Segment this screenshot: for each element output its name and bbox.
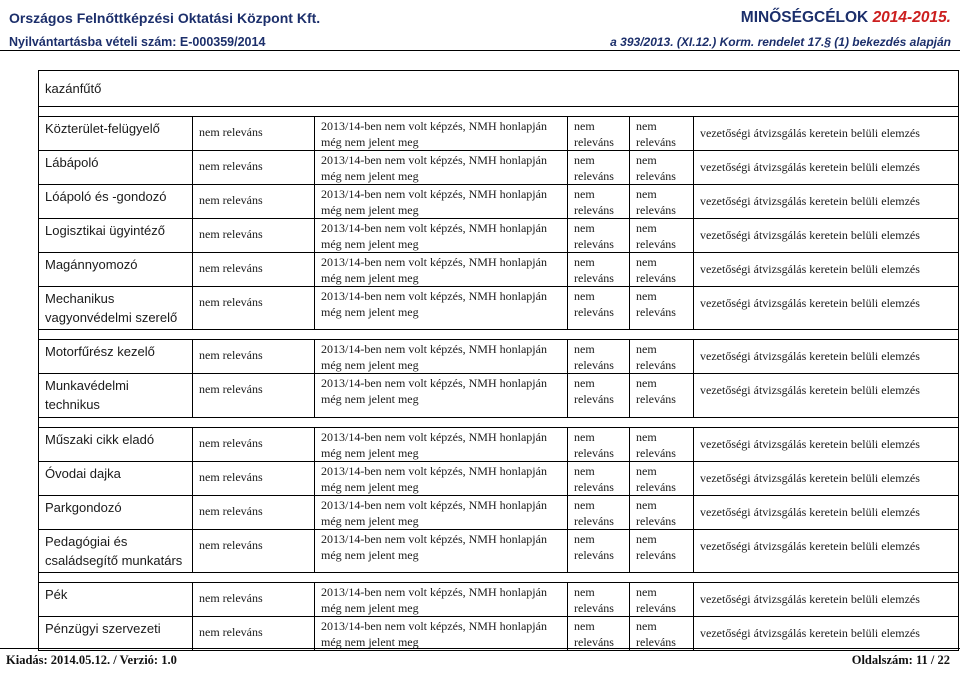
status-word-1: nem xyxy=(574,342,595,356)
occupation-cell xyxy=(39,185,193,219)
analysis-text: vezetőségi átvizsgálás keretein belüli elemzés xyxy=(700,126,920,140)
note-line-2: még nem jelent meg xyxy=(321,168,419,183)
status-cell-a xyxy=(568,428,630,462)
relevance-cell xyxy=(193,530,315,573)
relevance-text: nem releváns xyxy=(199,348,263,362)
analysis-cell xyxy=(694,462,959,496)
status-cell-b xyxy=(630,462,694,496)
training-note-cell xyxy=(315,340,568,374)
occupation-name: Lóápoló és -gondozó xyxy=(45,189,167,204)
relevance-text: nem releváns xyxy=(199,470,263,484)
note-line-2: még nem jelent meg xyxy=(321,445,419,460)
note-line-1: 2013/14-ben nem volt képzés, NMH honlapján xyxy=(321,430,547,444)
note-line-1: 2013/14-ben nem volt képzés, NMH honlapján xyxy=(321,342,547,356)
doc-title xyxy=(610,6,951,30)
status-word-2: releváns xyxy=(574,600,614,615)
table-row xyxy=(39,117,959,151)
occupation-cell xyxy=(39,253,193,287)
note-line-1: 2013/14-ben nem volt képzés, NMH honlapján xyxy=(321,498,547,512)
edition-info: Kiadás: 2014.05.12. / Verzió: 1.0 xyxy=(6,653,177,667)
occupation-name: Mechanikus vagyonvédelmi szerelő xyxy=(45,291,178,325)
status-cell-b xyxy=(630,117,694,151)
status-word-1: nem xyxy=(636,376,657,390)
status-word-1: nem xyxy=(574,153,595,167)
status-cell-b xyxy=(630,428,694,462)
occupation-cell: kazánfűtő xyxy=(39,71,959,107)
occupation-name: Közterület-felügyelő xyxy=(45,121,160,136)
status-word-1: nem xyxy=(574,187,595,201)
status-word-2: releváns xyxy=(636,168,676,183)
table-row xyxy=(39,71,959,107)
status-word-1: nem xyxy=(574,289,595,303)
status-word-2: releváns xyxy=(636,270,676,285)
status-cell-a xyxy=(568,117,630,151)
status-word-2: releváns xyxy=(574,391,614,406)
occupation-cell xyxy=(39,117,193,151)
analysis-cell xyxy=(694,253,959,287)
status-word-1: nem xyxy=(574,221,595,235)
status-word-1: nem xyxy=(636,430,657,444)
relevance-cell xyxy=(193,340,315,374)
note-line-2: még nem jelent meg xyxy=(321,634,419,649)
training-note-cell xyxy=(315,151,568,185)
note-line-1: 2013/14-ben nem volt képzés, NMH honlapján xyxy=(321,619,547,633)
note-line-2: még nem jelent meg xyxy=(321,357,419,372)
goals-table xyxy=(38,70,959,651)
relevance-cell xyxy=(193,428,315,462)
status-word-2: releváns xyxy=(574,479,614,494)
relevance-cell xyxy=(193,219,315,253)
training-note-cell xyxy=(315,462,568,496)
table-row xyxy=(39,287,959,330)
relevance-cell xyxy=(193,374,315,418)
relevance-text: nem releváns xyxy=(199,261,263,275)
relevance-cell xyxy=(193,462,315,496)
spacer-cell xyxy=(39,573,959,583)
occupation-name: Pedagógiai és családsegítő munkatárs xyxy=(45,534,183,568)
status-word-2: releváns xyxy=(636,547,676,562)
status-word-2: releváns xyxy=(636,445,676,460)
analysis-cell xyxy=(694,151,959,185)
occupation-cell xyxy=(39,530,193,573)
status-word-2: releváns xyxy=(636,634,676,649)
status-cell-a xyxy=(568,496,630,530)
analysis-text: vezetőségi átvizsgálás keretein belüli elemzés xyxy=(700,437,920,451)
occupation-cell xyxy=(39,340,193,374)
status-cell-b xyxy=(630,185,694,219)
group-spacer xyxy=(39,418,959,428)
status-word-1: nem xyxy=(636,119,657,133)
training-note-cell xyxy=(315,253,568,287)
status-word-2: releváns xyxy=(636,236,676,251)
status-cell-a xyxy=(568,583,630,617)
status-cell-b xyxy=(630,287,694,330)
page-footer xyxy=(0,648,960,684)
note-line-2: még nem jelent meg xyxy=(321,391,419,406)
status-word-2: releváns xyxy=(636,391,676,406)
relevance-text: nem releváns xyxy=(199,382,263,396)
goals-table-body xyxy=(39,71,959,651)
status-word-2: releváns xyxy=(574,202,614,217)
analysis-cell xyxy=(694,530,959,573)
spacer-cell xyxy=(39,107,959,117)
status-cell-a xyxy=(568,151,630,185)
analysis-cell xyxy=(694,496,959,530)
status-cell-b xyxy=(630,253,694,287)
status-word-1: nem xyxy=(636,289,657,303)
occupation-cell xyxy=(39,428,193,462)
analysis-text: vezetőségi átvizsgálás keretein belüli elemzés xyxy=(700,471,920,485)
status-word-1: nem xyxy=(636,464,657,478)
doc-title-prefix: MINŐSÉGCÉLOK xyxy=(740,9,873,26)
table-row xyxy=(39,496,959,530)
analysis-text: vezetőségi átvizsgálás keretein belüli elemzés xyxy=(700,160,920,174)
status-cell-b xyxy=(630,617,694,651)
occupation-name: Motorfűrész kezelő xyxy=(45,344,155,359)
analysis-text: vezetőségi átvizsgálás keretein belüli elemzés xyxy=(700,539,920,553)
status-cell-b xyxy=(630,340,694,374)
status-word-1: nem xyxy=(574,376,595,390)
status-cell-a xyxy=(568,185,630,219)
group-spacer xyxy=(39,107,959,117)
status-cell-a xyxy=(568,374,630,418)
relevance-text: nem releváns xyxy=(199,159,263,173)
note-line-2: még nem jelent meg xyxy=(321,513,419,528)
analysis-cell xyxy=(694,374,959,418)
page-number: Oldalszám: 11 / 22 xyxy=(851,653,950,667)
status-word-2: releváns xyxy=(574,547,614,562)
analysis-text: vezetőségi átvizsgálás keretein belüli elemzés xyxy=(700,383,920,397)
analysis-text: vezetőségi átvizsgálás keretein belüli elemzés xyxy=(700,296,920,310)
note-line-2: még nem jelent meg xyxy=(321,134,419,149)
table-row xyxy=(39,617,959,651)
occupation-cell xyxy=(39,287,193,330)
registry-number: Nyilvántartásba vételi szám: E-000359/2014 xyxy=(9,35,266,49)
note-line-1: 2013/14-ben nem volt képzés, NMH honlapján xyxy=(321,376,547,390)
relevance-cell xyxy=(193,583,315,617)
analysis-cell xyxy=(694,583,959,617)
note-line-1: 2013/14-ben nem volt képzés, NMH honlapján xyxy=(321,119,547,133)
status-word-2: releváns xyxy=(636,600,676,615)
status-cell-b xyxy=(630,151,694,185)
relevance-text: nem releváns xyxy=(199,538,263,552)
relevance-cell xyxy=(193,253,315,287)
status-word-1: nem xyxy=(574,430,595,444)
occupation-name: Munkavédelmi technikus xyxy=(45,378,129,412)
analysis-text: vezetőségi átvizsgálás keretein belüli elemzés xyxy=(700,349,920,363)
status-word-2: releváns xyxy=(636,202,676,217)
status-word-2: releváns xyxy=(636,479,676,494)
occupation-cell xyxy=(39,617,193,651)
status-word-1: nem xyxy=(636,187,657,201)
group-spacer xyxy=(39,573,959,583)
status-word-1: nem xyxy=(574,119,595,133)
note-line-1: 2013/14-ben nem volt képzés, NMH honlapján xyxy=(321,153,547,167)
analysis-cell xyxy=(694,185,959,219)
training-note-cell xyxy=(315,530,568,573)
note-line-2: még nem jelent meg xyxy=(321,236,419,251)
status-word-1: nem xyxy=(574,585,595,599)
analysis-cell xyxy=(694,617,959,651)
relevance-text: nem releváns xyxy=(199,193,263,207)
table-row xyxy=(39,462,959,496)
training-note-cell xyxy=(315,496,568,530)
status-word-1: nem xyxy=(574,619,595,633)
table-row xyxy=(39,219,959,253)
table-row xyxy=(39,428,959,462)
analysis-text: vezetőségi átvizsgálás keretein belüli elemzés xyxy=(700,505,920,519)
relevance-text: nem releváns xyxy=(199,227,263,241)
status-word-1: nem xyxy=(636,498,657,512)
training-note-cell xyxy=(315,374,568,418)
occupation-cell xyxy=(39,219,193,253)
status-cell-b xyxy=(630,374,694,418)
status-cell-b xyxy=(630,530,694,573)
relevance-cell xyxy=(193,185,315,219)
relevance-text: nem releváns xyxy=(199,625,263,639)
status-word-2: releváns xyxy=(574,445,614,460)
table-row xyxy=(39,530,959,573)
status-word-1: nem xyxy=(636,532,657,546)
status-word-2: releváns xyxy=(636,304,676,319)
occupation-name: Műszaki cikk eladó xyxy=(45,432,155,447)
analysis-cell xyxy=(694,428,959,462)
status-word-2: releváns xyxy=(574,357,614,372)
status-word-1: nem xyxy=(636,619,657,633)
status-cell-b xyxy=(630,583,694,617)
status-word-2: releváns xyxy=(574,168,614,183)
note-line-1: 2013/14-ben nem volt képzés, NMH honlapján xyxy=(321,585,547,599)
status-word-2: releváns xyxy=(636,513,676,528)
spacer-cell xyxy=(39,330,959,340)
note-line-1: 2013/14-ben nem volt képzés, NMH honlapján xyxy=(321,255,547,269)
relevance-cell xyxy=(193,117,315,151)
status-cell-a xyxy=(568,462,630,496)
status-word-2: releváns xyxy=(574,304,614,319)
status-word-1: nem xyxy=(636,255,657,269)
relevance-cell xyxy=(193,496,315,530)
status-cell-a xyxy=(568,617,630,651)
analysis-text: vezetőségi átvizsgálás keretein belüli elemzés xyxy=(700,262,920,276)
relevance-text: nem releváns xyxy=(199,125,263,139)
table-row xyxy=(39,583,959,617)
status-word-1: nem xyxy=(574,498,595,512)
note-line-2: még nem jelent meg xyxy=(321,202,419,217)
status-word-2: releváns xyxy=(574,634,614,649)
page-header xyxy=(0,0,960,51)
table-row xyxy=(39,185,959,219)
analysis-cell xyxy=(694,340,959,374)
training-note-cell xyxy=(315,583,568,617)
occupation-name: Parkgondozó xyxy=(45,500,122,515)
training-note-cell xyxy=(315,117,568,151)
training-note-cell xyxy=(315,287,568,330)
status-word-1: nem xyxy=(636,221,657,235)
status-word-1: nem xyxy=(636,585,657,599)
note-line-2: még nem jelent meg xyxy=(321,600,419,615)
analysis-cell xyxy=(694,219,959,253)
occupation-name: Pénzügyi szervezeti xyxy=(45,621,161,636)
note-line-1: 2013/14-ben nem volt képzés, NMH honlapján xyxy=(321,187,547,201)
note-line-2: még nem jelent meg xyxy=(321,304,419,319)
status-word-1: nem xyxy=(574,464,595,478)
training-note-cell xyxy=(315,617,568,651)
status-word-2: releváns xyxy=(636,134,676,149)
occupation-name: Pék xyxy=(45,587,68,602)
status-word-1: nem xyxy=(636,153,657,167)
occupation-cell xyxy=(39,151,193,185)
status-cell-b xyxy=(630,219,694,253)
occupation-cell xyxy=(39,374,193,418)
analysis-text: vezetőségi átvizsgálás keretein belüli elemzés xyxy=(700,194,920,208)
table-row xyxy=(39,340,959,374)
training-note-cell xyxy=(315,185,568,219)
training-note-cell xyxy=(315,428,568,462)
relevance-text: nem releváns xyxy=(199,436,263,450)
doc-title-years: 2014-2015. xyxy=(872,9,951,26)
note-line-2: még nem jelent meg xyxy=(321,479,419,494)
status-cell-b xyxy=(630,496,694,530)
note-line-1: 2013/14-ben nem volt képzés, NMH honlapján xyxy=(321,221,547,235)
analysis-cell xyxy=(694,287,959,330)
analysis-text: vezetőségi átvizsgálás keretein belüli elemzés xyxy=(700,626,920,640)
note-line-1: 2013/14-ben nem volt képzés, NMH honlapján xyxy=(321,464,547,478)
status-cell-a xyxy=(568,287,630,330)
status-word-1: nem xyxy=(574,532,595,546)
status-word-2: releváns xyxy=(574,270,614,285)
status-cell-a xyxy=(568,340,630,374)
header-right xyxy=(610,6,951,54)
status-word-2: releváns xyxy=(574,513,614,528)
relevance-cell xyxy=(193,617,315,651)
analysis-cell xyxy=(694,117,959,151)
relevance-text: nem releváns xyxy=(199,295,263,309)
analysis-text: vezetőségi átvizsgálás keretein belüli elemzés xyxy=(700,228,920,242)
table-row xyxy=(39,374,959,418)
occupation-cell xyxy=(39,583,193,617)
relevance-text: nem releváns xyxy=(199,504,263,518)
relevance-text: nem releváns xyxy=(199,591,263,605)
analysis-text: vezetőségi átvizsgálás keretein belüli elemzés xyxy=(700,592,920,606)
note-line-1: 2013/14-ben nem volt képzés, NMH honlapján xyxy=(321,289,547,303)
occupation-cell xyxy=(39,496,193,530)
status-word-2: releváns xyxy=(574,236,614,251)
regulation-ref: a 393/2013. (XI.12.) Korm. rendelet 17.§ (1) bekezdés alapján xyxy=(610,35,951,49)
header-left xyxy=(9,6,320,54)
relevance-cell xyxy=(193,287,315,330)
note-line-2: még nem jelent meg xyxy=(321,270,419,285)
status-cell-a xyxy=(568,253,630,287)
status-word-2: releváns xyxy=(574,134,614,149)
status-word-1: nem xyxy=(574,255,595,269)
occupation-name: Logisztikai ügyintéző xyxy=(45,223,165,238)
status-cell-a xyxy=(568,219,630,253)
note-line-1: 2013/14-ben nem volt képzés, NMH honlapján xyxy=(321,532,547,546)
note-line-2: még nem jelent meg xyxy=(321,547,419,562)
occupation-name: Óvodai dajka xyxy=(45,466,121,481)
relevance-cell xyxy=(193,151,315,185)
table-row xyxy=(39,253,959,287)
training-note-cell xyxy=(315,219,568,253)
status-cell-a xyxy=(568,530,630,573)
occupation-name: Lábápoló xyxy=(45,155,99,170)
occupation-cell xyxy=(39,462,193,496)
table-row xyxy=(39,151,959,185)
org-name: Országos Felnőttképzési Oktatási Központ Kft. xyxy=(9,10,321,26)
spacer-cell xyxy=(39,418,959,428)
occupation-name: Magánnyomozó xyxy=(45,257,138,272)
group-spacer xyxy=(39,330,959,340)
status-word-1: nem xyxy=(636,342,657,356)
status-word-2: releváns xyxy=(636,357,676,372)
